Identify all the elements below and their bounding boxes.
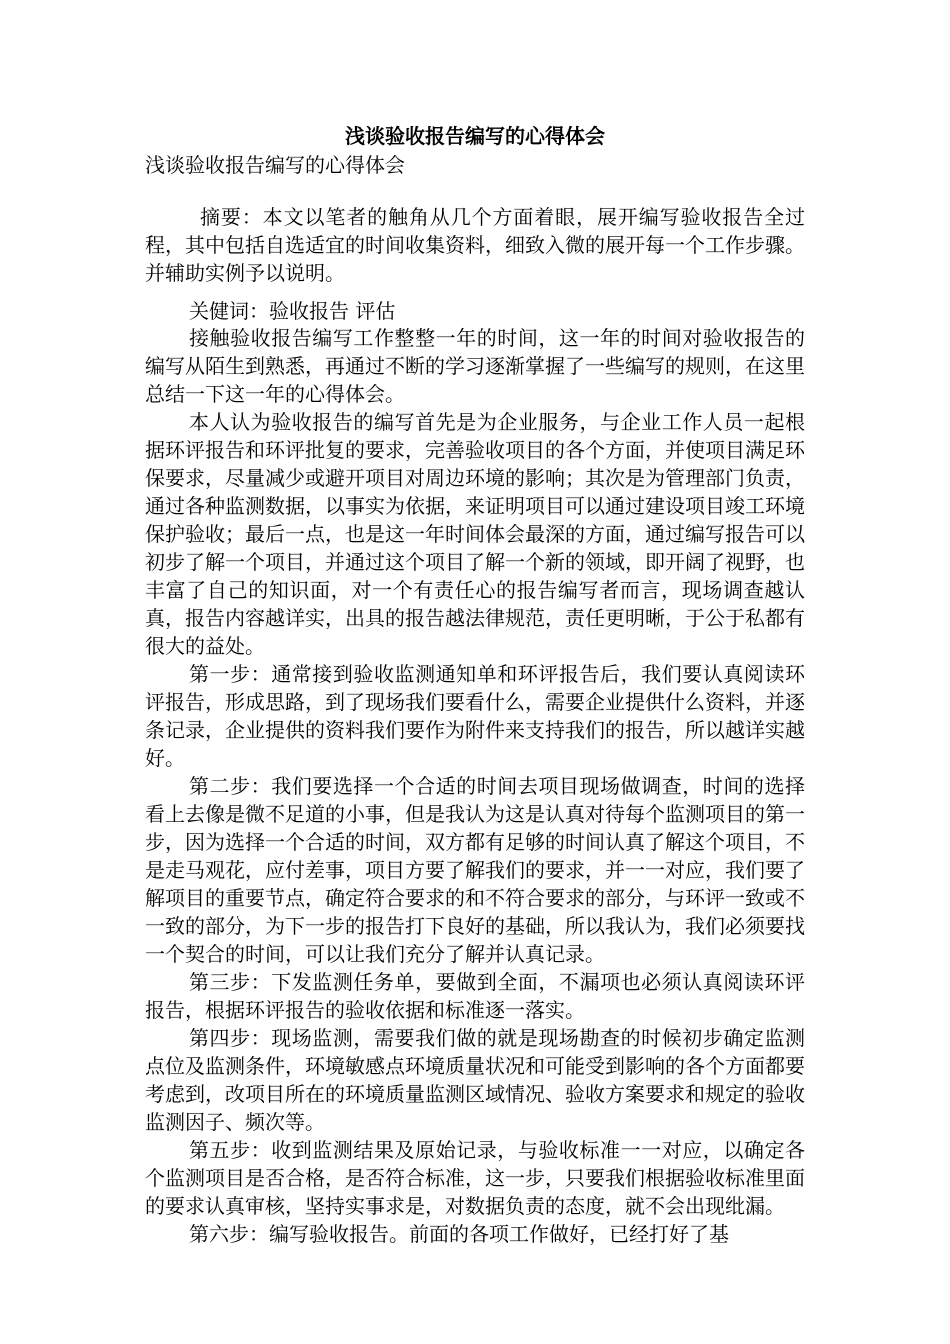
body-paragraph: 第五步：收到监测结果及原始记录，与验收标准一一对应，以确定各个监测项目是否合格，是否符合标准，这一步，只要我们根据验收标准里面的要求认真审核，坚持实事求是，对数据负责的态度，就不会出现纰漏。 <box>145 1138 805 1218</box>
body-paragraph: 本人认为验收报告的编写首先是为企业服务，与企业工作人员一起根据环评报告和环评批复的要求，完善验收项目的各个方面，并使项目满足环保要求，尽量减少或避开项目对周边环境的影响；其次是为管理部门负责，通过各种监测数据，以事实为依据，来证明项目可以通过建设项目竣工环境保护验收；最后一点，也是这一年时间体会最深的方面，通过编写报告可以初步了解一个项目，并通过这个项目了解一个新的领域，即开阔了视野，也丰富了自己的知识面，对一个有责任心的报告编写者而言，现场调查越认真，报告内容越详实，出具的报告越法律规范，责任更明晰，于公于私都有很大的益处。 <box>145 410 805 658</box>
body-paragraph: 第二步：我们要选择一个合适的时间去项目现场做调查，时间的选择看上去像是微不足道的小事，但是我认为这是认真对待每个监测项目的第一步，因为选择一个合适的时间，双方都有足够的时间认真了解这个项目，不是走马观花，应付差事，项目方要了解我们的要求，并一一对应，我们要了解项目的重要节点，确定符合要求的和不符合要求的部分，与环评一致或不一致的部分，为下一步的报告打下良好的基础，所以我认为，我们必须要找一个契合的时间，可以让我们充分了解并认真记录。 <box>145 774 805 966</box>
body-text <box>145 324 805 1248</box>
body-paragraph: 第三步：下发监测任务单，要做到全面，不漏项也必须认真阅读环评报告，根据环评报告的验收依据和标准逐一落实。 <box>145 970 805 1022</box>
document-subtitle: 浅谈验收报告编写的心得体会 <box>145 153 405 177</box>
body-paragraph: 第四步：现场监测，需要我们做的就是现场勘查的时候初步确定监测点位及监测条件，环境敏感点环境质量状况和可能受到影响的各个方面都要考虑到，改项目所在的环境质量监测区域情况、验收方案要求和规定的验收监测因子、频次等。 <box>145 1026 805 1134</box>
body-paragraph: 第一步：通常接到验收监测通知单和环评报告后，我们要认真阅读环评报告，形成思路，到了现场我们要看什么，需要企业提供什么资料，并逐条记录，企业提供的资料我们要作为附件来支持我们的报告，所以越详实越好。 <box>145 662 805 770</box>
body-paragraph: 第六步：编写验收报告。前面的各项工作做好，已经打好了基 <box>189 1222 729 1246</box>
document-title: 浅谈验收报告编写的心得体会 <box>345 124 605 148</box>
keywords-line: 关健词：验收报告 评估 <box>189 299 396 323</box>
abstract-paragraph: 摘要：本文以笔者的触角从几个方面着眼，展开编写验收报告全过程，其中包括自选适宜的时间收集资料，细致入微的展开每一个工作步骤。并辅助实例予以说明。 <box>145 205 805 285</box>
body-paragraph: 接触验收报告编写工作整整一年的时间，这一年的时间对验收报告的编写从陌生到熟悉，再通过不断的学习逐渐掌握了一些编写的规则，在这里总结一下这一年的心得体会。 <box>145 326 805 406</box>
